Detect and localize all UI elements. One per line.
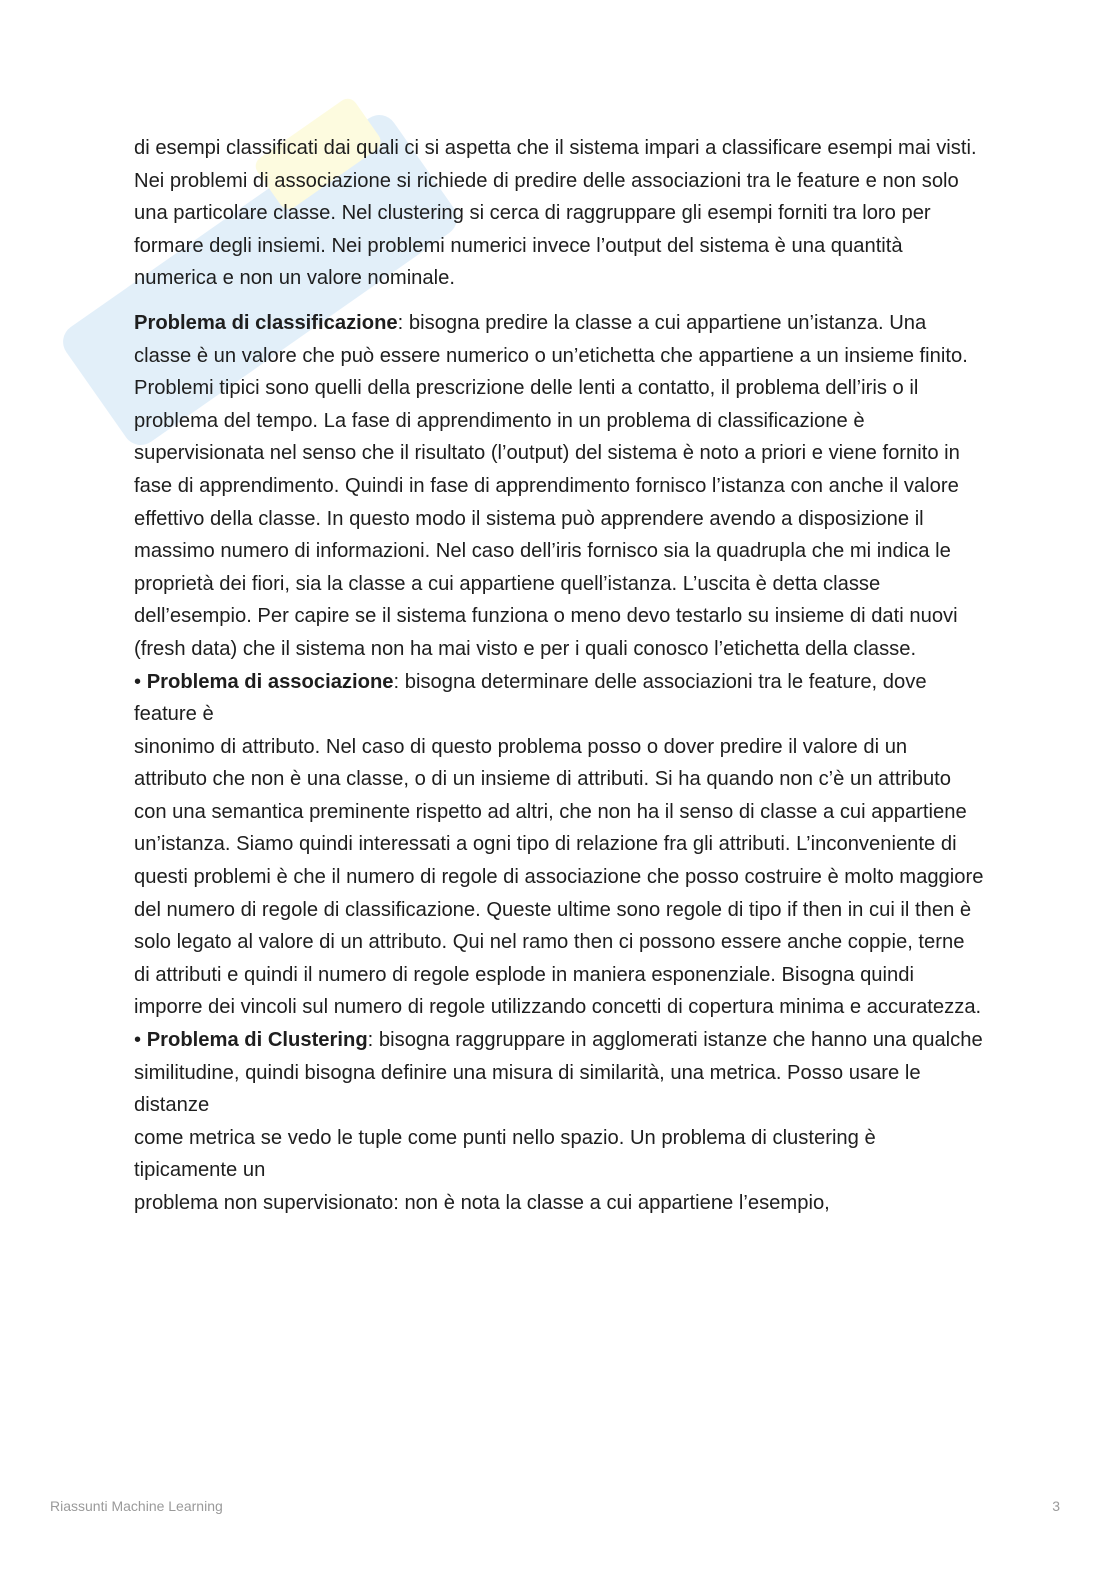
association-text-2: sinonimo di attributo. Nel caso di questo problema posso o dover predire il valore di un attributo che non è una classe, o di un insieme di attributi. Si ha quando non c’è un attributo con una semantica preminente rispetto ad altri, che non ha il senso di classe a cui appartiene un’istanza. Siamo quindi interessati a ogni tipo di relazione fra gli attributi. L’inconveniente di questi problemi è che il numero di regole di associazione che posso costruire è molto maggiore del numero di regole di classificazione. Queste ultime sono regole di tipo if then in cui il then è solo legato al valore di un attributo. Qui nel ramo then ci possono essere anche coppie, terne di attributi e quindi il numero di regole esplode in maniera esponenziale. Bisogna quindi imporre dei vincoli sul numero di regole utilizzando concetti di copertura minima e accuratezza. <box>134 735 984 1019</box>
classification-text: : bisogna predire la classe a cui appartiene un’istanza. Una classe è un valore che può essere numerico o un’etichetta che appartiene a un insieme finito. Problemi tipici sono quelli della prescrizione delle lenti a contatto, il problema dell’iris o il problema del tempo. La fase di apprendimento in un problema di classificazione è supervisionata nel senso che il risultato (l’output) del sistema è noto a priori e viene fornito in fase di apprendimento. Quindi in fase di apprendimento fornisco l’istanza con anche il valore effettivo della classe. In questo modo il sistema può apprendere avendo a disposizione il massimo numero di informazioni. Nel caso dell’iris fornisco sia la quadrupla che mi indica le proprietà dei fiori, sia la classe a cui appartiene quell’istanza. L’uscita è detta classe dell’esempio. Per capire se il sistema funziona o meno devo testarlo su insieme di dati nuovi (fresh data) che il sistema non ha mai visto e per i quali conosco l’etichetta della classe. <box>134 311 968 660</box>
intro-paragraph: di esempi classificati dai quali ci si aspetta che il sistema impari a classificare esempi mai visti. Nei problemi di associazione si richiede di predire delle associazioni tra le feature e non solo una particolare classe. Nel clustering si cerca di raggruppare gli esempi forniti tra loro per formare degli insiemi. Nei problemi numerici invece l’output del sistema è una quantità numerica e non un valore nominale. <box>134 137 977 290</box>
bullet: • <box>134 670 142 693</box>
clustering-heading: Problema di Clustering <box>146 1029 368 1052</box>
clustering-text-2: similitudine, quindi bisogna definire una misura di similarità, una metrica. Posso usare le distanze <box>134 1061 921 1117</box>
classification-paragraph <box>134 307 984 666</box>
clustering-text-4: problema non supervisionato: non è nota la classe a cui appartiene l’esempio, <box>134 1192 830 1214</box>
association-text-1: : bisogna determinare delle associazioni tra le feature, dove feature è <box>134 670 927 726</box>
clustering-paragraph <box>134 1024 984 1057</box>
bullet: • <box>134 1029 142 1052</box>
clustering-text-3: come metrica se vedo le tuple come punti nello spazio. Un problema di clustering è tipicamente un <box>134 1126 876 1182</box>
page-body <box>134 132 984 1220</box>
clustering-text-1: : bisogna raggruppare in agglomerati istanze che hanno una qualche <box>367 1029 983 1052</box>
association-heading: Problema di associazione <box>146 670 394 693</box>
page-number: 3 <box>1052 1498 1060 1514</box>
classification-heading: Problema di classificazione <box>134 311 398 334</box>
footer-title: Riassunti Machine Learning <box>50 1498 223 1514</box>
page-footer <box>50 1498 1060 1514</box>
association-paragraph <box>134 666 984 731</box>
